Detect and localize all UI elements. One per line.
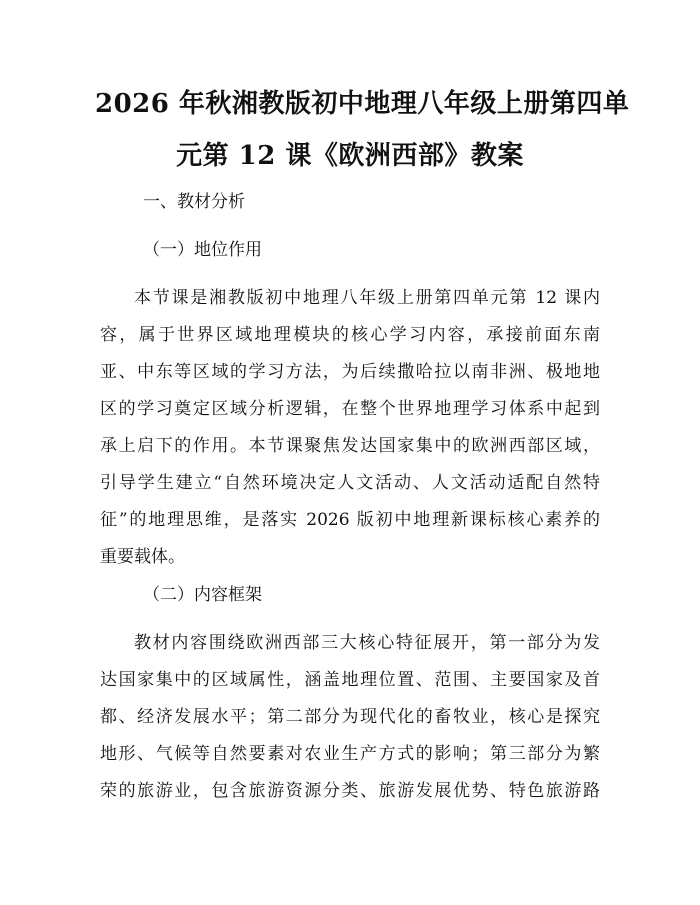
section-heading-teaching-material-analysis: 一、教材分析 [143,192,245,212]
paragraph-line: 引导学生建立“自然环境决定人文活动、人文活动适配自然特 [100,473,600,493]
paragraph-line: 本节课是湘教版初中地理八年级上册第四单元第 12 课内 [134,288,600,308]
title-line: 2026 年秋湘教版初中地理八年级上册第四单 [95,89,630,119]
paragraph-line: 达国家集中的区域属性，涵盖地理位置、范围、主要国家及首 [100,670,600,690]
document-title [95,78,630,182]
paragraph-line: 承上启下的作用。本节课聚焦发达国家集中的欧洲西部区域， [100,436,600,456]
title-line: 元第 12 课《欧洲西部》教案 [176,141,524,171]
paragraph-content-framework [100,631,600,816]
paragraph-line: 征”的地理思维，是落实 2026 版初中地理新课标核心素养的 [100,510,600,530]
paragraph-line: 地形、气候等自然要素对农业生产方式的影响；第三部分为繁 [100,744,600,764]
paragraph-line: 亚、中东等区域的学习方法，为后续撒哈拉以南非洲、极地地 [100,362,600,382]
paragraph-line: 容，属于世界区域地理模块的核心学习内容，承接前面东南 [100,325,600,345]
paragraph-line: 荣的旅游业，包含旅游资源分类、旅游发展优势、特色旅游路 [100,781,600,801]
subsection-heading-content-framework: （二）内容框架 [143,585,262,605]
subsection-heading-position-role: （一）地位作用 [143,240,262,260]
paragraph-position-role [100,286,600,582]
paragraph-line: 都、经济发展水平；第二部分为现代化的畜牧业，核心是探究 [100,707,600,727]
paragraph-line: 区的学习奠定区域分析逻辑，在整个世界地理学习体系中起到 [100,399,600,419]
paragraph-line: 重要载体。 [100,547,185,567]
paragraph-line: 教材内容围绕欧洲西部三大核心特征展开，第一部分为发 [134,633,600,653]
